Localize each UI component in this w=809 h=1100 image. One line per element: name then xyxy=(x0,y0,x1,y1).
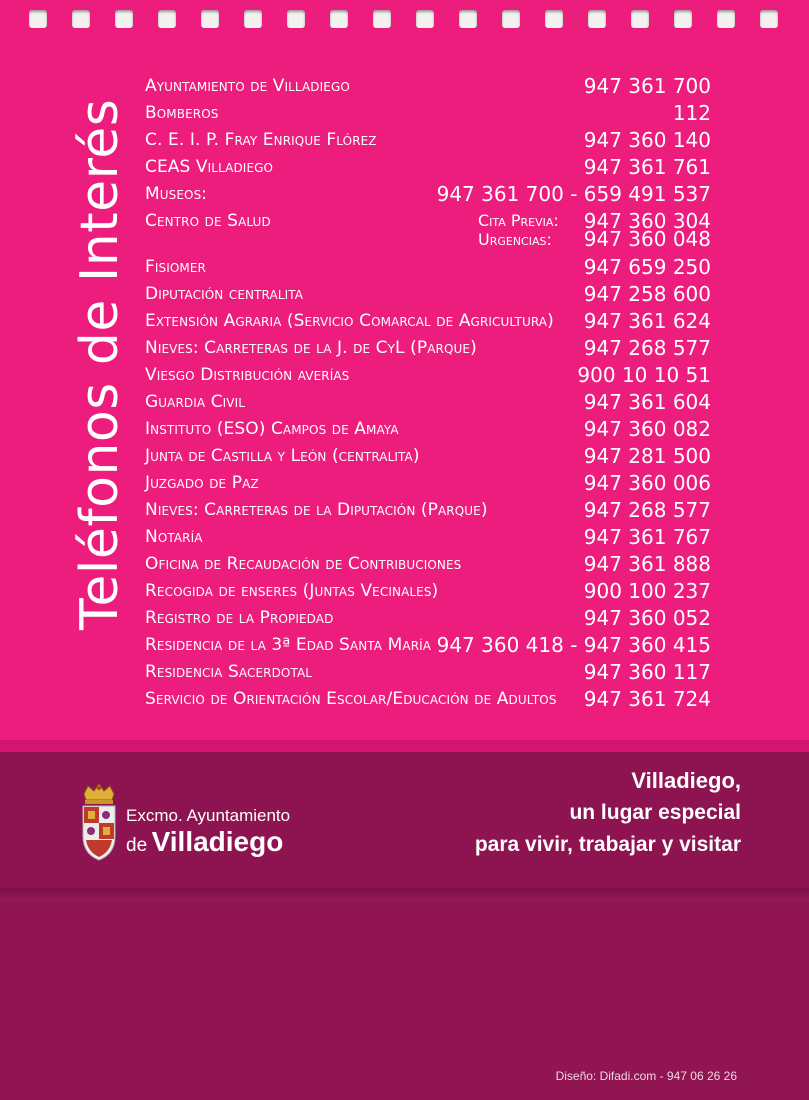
list-item xyxy=(0,633,809,660)
list-item xyxy=(0,444,809,471)
entry-number: 947 361 604 xyxy=(583,390,711,414)
entry-name: Ayuntamiento de Villadiego xyxy=(145,76,350,96)
entry-number: 112 xyxy=(672,101,711,125)
list-item xyxy=(0,255,809,282)
binding-hole xyxy=(244,10,262,28)
list-item xyxy=(0,471,809,498)
org-name-line2 xyxy=(126,826,283,858)
list-item xyxy=(0,687,809,714)
binding-hole xyxy=(674,10,692,28)
entry-number: 947 360 082 xyxy=(583,417,711,441)
entry-number: 947 268 577 xyxy=(583,498,711,522)
slogan-line1: Villadiego, xyxy=(631,768,741,793)
entry-number: 947 360 052 xyxy=(583,606,711,630)
list-item xyxy=(0,74,809,101)
binding-hole xyxy=(115,10,133,28)
list-item xyxy=(0,660,809,687)
entry-number: 947 361 724 xyxy=(583,687,711,711)
list-item xyxy=(0,498,809,525)
entry-name: Residencia Sacerdotal xyxy=(145,662,313,682)
binding-hole xyxy=(717,10,735,28)
binding-hole xyxy=(29,10,47,28)
entry-number: 947 360 304 xyxy=(583,209,711,233)
slogan-line3: para vivir, trabajar y visitar xyxy=(474,833,741,856)
entry-sublabel: Cita Previa: xyxy=(478,211,559,230)
entry-number: 947 360 006 xyxy=(583,471,711,495)
entry-name: Bomberos xyxy=(145,103,219,123)
entry-number: 900 100 237 xyxy=(583,579,711,603)
list-item xyxy=(0,579,809,606)
entry-number: 947 659 250 xyxy=(583,255,711,279)
binding-hole xyxy=(631,10,649,28)
entry-number: 947 361 767 xyxy=(583,525,711,549)
entry-name: Diputación centralita xyxy=(145,284,304,304)
list-item xyxy=(0,101,809,128)
vertical-title: Teléfonos de Interés xyxy=(70,98,130,630)
list-item xyxy=(0,309,809,336)
list-item xyxy=(0,209,809,253)
entry-number: 947 361 700 - 659 491 537 xyxy=(436,182,711,206)
entry-number: 947 360 048 xyxy=(583,227,711,251)
entry-name: Nieves: Carreteras de la Diputación (Parque) xyxy=(145,500,488,520)
entry-number: 900 10 10 51 xyxy=(577,363,711,387)
list-item xyxy=(0,155,809,182)
entry-number: 947 361 761 xyxy=(583,155,711,179)
binding-hole xyxy=(201,10,219,28)
entry-name: Servicio de Orientación Escolar/Educación de Adultos xyxy=(145,689,557,709)
entry-name: Viesgo Distribución averías xyxy=(145,365,350,385)
org-de: de xyxy=(126,835,148,856)
entry-name: C. E. I. P. Fray Enrique Flórez xyxy=(145,130,377,150)
binding-hole xyxy=(459,10,477,28)
org-name: Villadiego xyxy=(151,826,284,857)
entry-name: Junta de Castilla y León (centralita) xyxy=(145,446,420,466)
list-item xyxy=(0,128,809,155)
binding-hole xyxy=(760,10,778,28)
entry-name: Museos: xyxy=(145,184,208,204)
slogan-line2: un lugar especial xyxy=(569,801,741,824)
entry-number: 947 281 500 xyxy=(583,444,711,468)
spiral-binding xyxy=(0,0,809,42)
list-item xyxy=(0,363,809,390)
entry-name: Oficina de Recaudación de Contribuciones xyxy=(145,554,462,574)
entry-number: 947 360 117 xyxy=(583,660,711,684)
entry-number: 947 360 140 xyxy=(583,128,711,152)
entry-number: 947 361 700 xyxy=(583,74,711,98)
entry-number: 947 361 888 xyxy=(583,552,711,576)
entry-name: Instituto (ESO) Campos de Amaya xyxy=(145,419,399,439)
entry-name: Notaría xyxy=(145,527,203,547)
entry-name: Centro de Salud xyxy=(145,211,271,231)
list-item xyxy=(0,336,809,363)
binding-hole xyxy=(330,10,348,28)
entry-sublabel: Urgencias: xyxy=(478,230,552,249)
binding-hole xyxy=(545,10,563,28)
entry-number: 947 360 418 - 947 360 415 xyxy=(436,633,711,657)
binding-hole xyxy=(502,10,520,28)
entry-name: Residencia de la 3ª Edad Santa María xyxy=(145,635,432,655)
coat-of-arms-logo xyxy=(78,782,120,862)
org-name-line1: Excmo. Ayuntamiento xyxy=(126,806,291,825)
page-fold xyxy=(0,888,809,902)
entry-name: Registro de la Propiedad xyxy=(145,608,334,628)
binding-hole xyxy=(287,10,305,28)
binding-hole xyxy=(158,10,176,28)
entry-number: 947 361 624 xyxy=(583,309,711,333)
binding-hole xyxy=(373,10,391,28)
list-item xyxy=(0,552,809,579)
binding-hole xyxy=(416,10,434,28)
list-item xyxy=(0,606,809,633)
entry-name: Fisiomer xyxy=(145,257,206,277)
entry-name: Extensión Agraria (Servicio Comarcal de Agricultura) xyxy=(145,311,554,331)
entry-name: Nieves: Carreteras de la J. de CyL (Parque) xyxy=(145,338,477,358)
entry-name: Juzgado de Paz xyxy=(145,473,259,493)
entry-number: 947 258 600 xyxy=(583,282,711,306)
entry-name: Guardia Civil xyxy=(145,392,246,412)
list-item xyxy=(0,525,809,552)
design-credit: Diseño: Difadi.com - 947 06 26 26 xyxy=(555,1069,737,1083)
list-item xyxy=(0,182,809,209)
entry-number: 947 268 577 xyxy=(583,336,711,360)
list-item xyxy=(0,390,809,417)
binding-hole xyxy=(588,10,606,28)
binding-hole xyxy=(72,10,90,28)
list-item xyxy=(0,417,809,444)
entry-name: CEAS Villadiego xyxy=(145,157,274,177)
list-item xyxy=(0,282,809,309)
entry-name: Recogida de enseres (Juntas Vecinales) xyxy=(145,581,439,601)
